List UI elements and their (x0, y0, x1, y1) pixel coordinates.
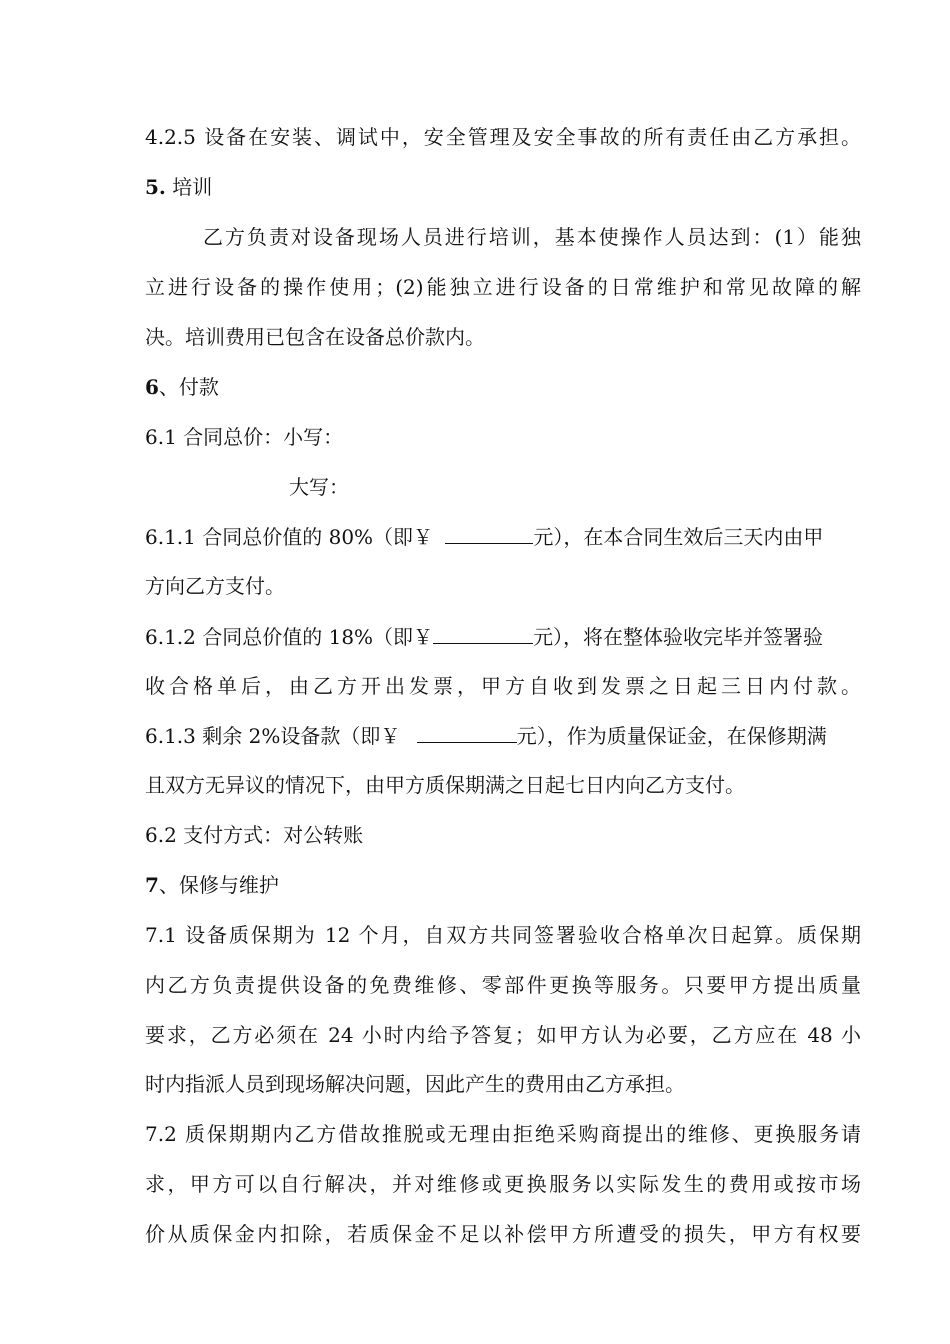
clause-7-1-line-4: 时内指派人员到现场解决问题，因此产生的费用由乙方承担。 (145, 1072, 685, 1096)
section-title: 、付款 (158, 375, 219, 399)
training-para-line-2: 立进行设备的操作使用；(2)能独立进行设备的日常维护和常见故障的解 (145, 275, 861, 299)
clause-text-after-blank: 元），在本合同生效后三天内由甲 (533, 525, 824, 549)
section-6-heading (145, 374, 861, 400)
section-5-heading (145, 174, 861, 200)
clause-7-1-line-1: 7.1 设备质保期为 12 个月，自双方共同签署验收合格单次日起算。质保期 (145, 923, 861, 947)
clause-4-2-5: 4.2.5 设备在安装、调试中，安全管理及安全事故的所有责任由乙方承担。 (145, 125, 861, 149)
clause-text-before-blank: 6.1.3 剩余 2%设备款（即￥ (145, 724, 401, 748)
section-number: 7 (145, 873, 159, 897)
clause-6-1-lowercase: 6.1 合同总价：小写： (145, 425, 344, 449)
clause-text-after-blank: 元），作为质量保证金，在保修期满 (516, 724, 827, 748)
training-para-line-1: 乙方负责对设备现场人员进行培训，基本使操作人员达到：(1）能独 (203, 225, 861, 249)
clause-text-before-blank: 6.1.1 合同总价值的 80%（即￥ (145, 525, 434, 549)
amount-blank (433, 623, 533, 644)
clause-7-2-line-2: 求，甲方可以自行解决，并对维修或更换服务以实际发生的费用或按市场 (145, 1172, 861, 1196)
clause-6-1-3-line-2: 且双方无异议的情况下，由甲方质保期满之日起七日内向乙方支付。 (145, 773, 745, 797)
clause-text-before-blank: 6.1.2 合同总价值的 18%（即￥ (145, 625, 434, 649)
clause-7-1-line-2: 内乙方负责提供设备的免费维修、零部件更换等服务。只要甲方提出质量 (145, 973, 861, 997)
clause-6-1-uppercase: 大写： (289, 475, 349, 499)
amount-blank (445, 523, 533, 544)
clause-6-1-1-line-1 (145, 523, 861, 550)
clause-7-2-line-1: 7.2 质保期期内乙方借故推脱或无理由拒绝采购商提出的维修、更换服务请 (145, 1122, 861, 1146)
section-7-heading (145, 872, 861, 898)
amount-blank (417, 722, 517, 743)
section-number: 6 (145, 375, 159, 399)
clause-text-after-blank: 元），将在整体验收完毕并签署验 (533, 625, 824, 649)
section-number: 5. (145, 175, 166, 199)
clause-6-1-1-line-2: 方向乙方支付。 (145, 574, 285, 598)
clause-7-2-line-3: 价从质保金内扣除，若质保金不足以补偿甲方所遭受的损失，甲方有权要 (145, 1222, 861, 1246)
clause-6-1-2-line-2: 收合格单后，由乙方开出发票，甲方自收到发票之日起三日内付款。 (145, 674, 861, 698)
clause-6-1-3-line-1 (145, 722, 861, 749)
clause-6-1-2-line-1 (145, 623, 861, 650)
training-para-line-3: 决。培训费用已包含在设备总价款内。 (145, 325, 485, 349)
section-title: 、保修与维护 (158, 873, 279, 897)
section-title: 培训 (165, 175, 213, 199)
clause-6-2: 6.2 支付方式：对公转账 (145, 823, 364, 847)
clause-7-1-line-3: 要求，乙方必须在 24 小时内给予答复；如甲方认为必要，乙方应在 48 小 (145, 1023, 861, 1047)
